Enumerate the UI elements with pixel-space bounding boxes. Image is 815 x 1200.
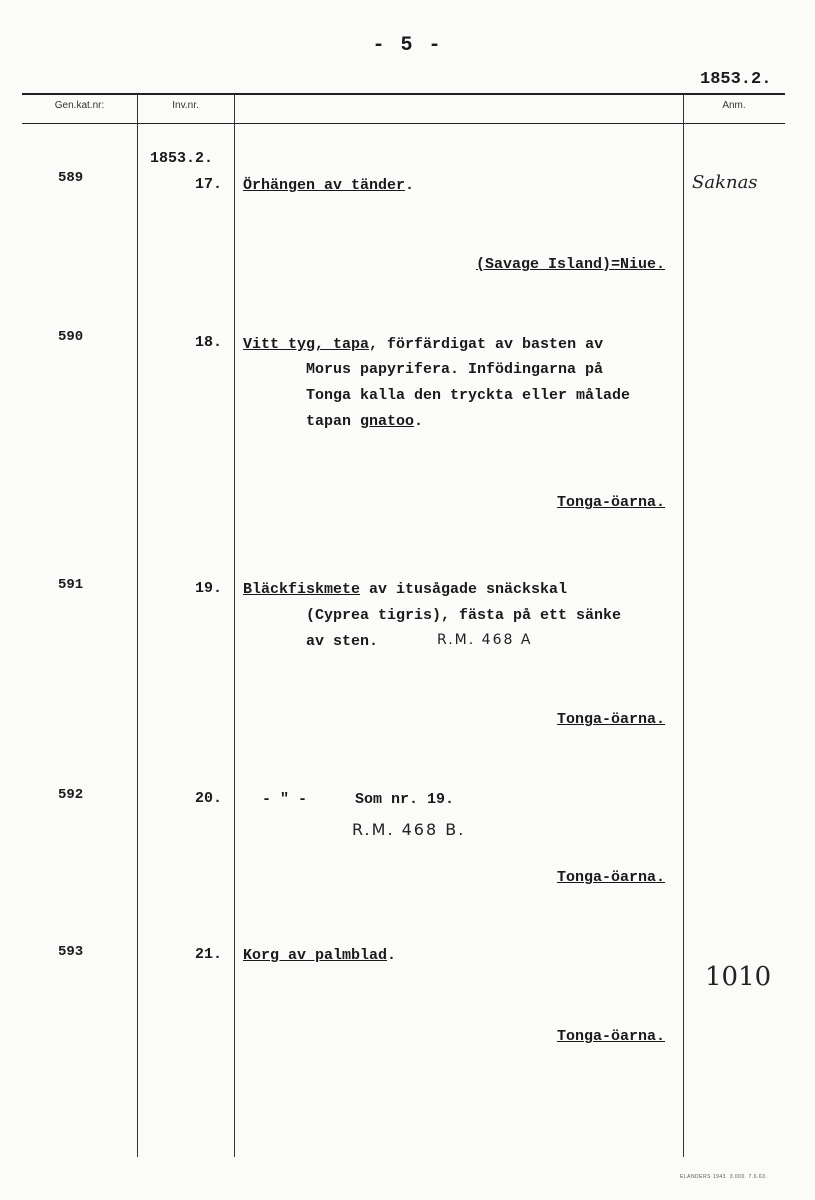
handwritten-note: R.M. 468 B.	[352, 820, 466, 839]
catalog-number: 593	[58, 944, 84, 960]
entry-location: Tonga-öarna.	[556, 711, 665, 728]
entry-description	[243, 581, 567, 598]
column-header-remarks: Anm.	[722, 100, 746, 111]
entry-desc-prefix: tapan	[306, 413, 361, 430]
remark-handwritten: 1010	[705, 962, 772, 992]
entry-location: Tonga-öarna.	[556, 494, 665, 511]
entry-desc-suffix: .	[414, 413, 424, 430]
column-rule-catalog	[137, 95, 138, 1157]
year-header: 1853.2.	[700, 70, 772, 89]
catalog-number: 591	[58, 577, 84, 593]
inventory-number: 20.	[194, 790, 222, 807]
entry-description	[243, 177, 414, 194]
entry-location: (Savage Island)=Niue.	[475, 256, 665, 273]
entry-desc-term: gnatoo	[360, 413, 415, 430]
remark-handwritten: Saknas	[692, 172, 758, 193]
catalog-number: 589	[58, 170, 84, 186]
handwritten-note: R.M. 468 A	[437, 632, 533, 648]
entry-desc-tail: av itusågade snäckskal	[360, 581, 568, 598]
entry-location: Tonga-öarna.	[556, 869, 665, 886]
catalog-number: 590	[58, 329, 84, 345]
entry-title: Korg av palmblad	[243, 947, 388, 964]
entry-location: Tonga-öarna.	[556, 1028, 665, 1045]
inventory-number: 17.	[194, 176, 222, 193]
entry-ditto: - " -	[262, 791, 308, 808]
entry-description-line: (Cyprea tigris), fästa på ett sänke	[306, 607, 622, 624]
inventory-number: 19.	[194, 580, 222, 597]
entry-title: Vitt tyg, tapa	[243, 336, 370, 353]
entry-title: Bläckfiskmete	[243, 581, 361, 598]
entry-description-line: av sten.	[306, 633, 379, 650]
entry-desc-tail: , förfärdigat av basten av	[369, 336, 604, 353]
entry-description-line: Morus papyrifera. Infödingarna på	[306, 361, 604, 378]
entry-title: Örhängen av tänder	[243, 177, 406, 194]
column-header-catalog: Gen.kat.nr:	[54, 100, 105, 111]
printer-mark: ELANDERS 1943. 3.000. 7.6.63.	[680, 1174, 768, 1180]
entry-description-line: Tonga kalla den tryckta eller målade	[306, 387, 631, 404]
inventory-year-prefix: 1853.2.	[150, 150, 214, 167]
inventory-number: 18.	[194, 334, 222, 351]
entry-description	[243, 336, 603, 353]
entry-desc-tail: .	[387, 947, 397, 964]
entry-desc-tail: .	[405, 177, 415, 194]
page-number: - 5 -	[372, 34, 443, 57]
entry-description	[243, 947, 396, 964]
entry-description: Som nr. 19.	[355, 791, 455, 808]
inventory-number: 21.	[194, 946, 222, 963]
column-rule-remarks	[683, 95, 684, 1157]
column-rule-inventory	[234, 95, 235, 1157]
catalog-number: 592	[58, 787, 84, 803]
column-header-inventory: Inv.nr.	[172, 100, 199, 111]
entry-description-line	[306, 413, 423, 430]
